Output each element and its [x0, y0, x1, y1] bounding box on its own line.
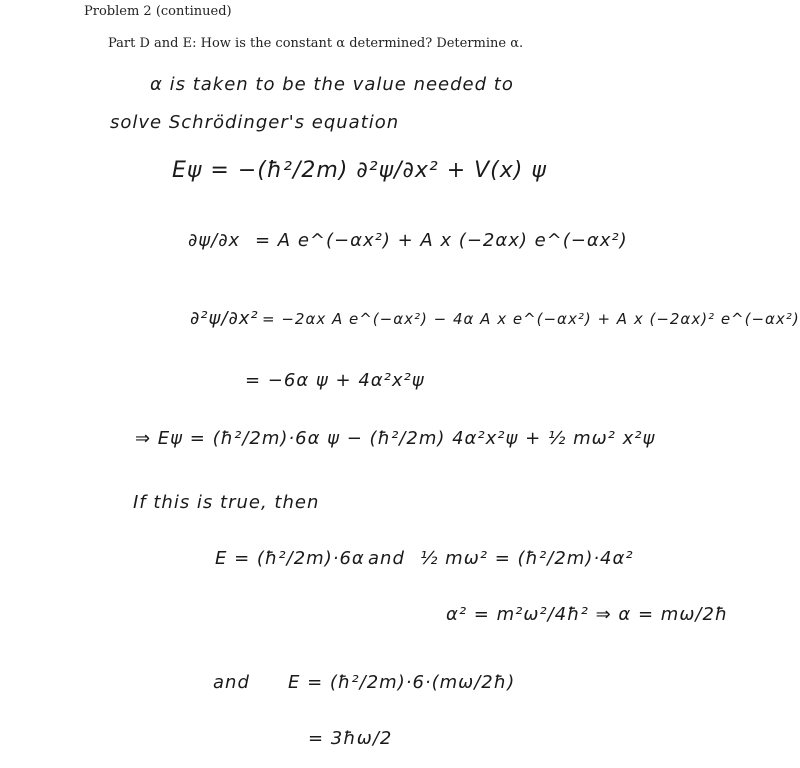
- equation-second-derivative-lhs: ∂²ψ/∂x²: [190, 308, 259, 329]
- handwritten-and-2: and: [213, 672, 250, 693]
- problem-heading: Problem 2 (continued): [84, 4, 232, 19]
- equation-energy-substitution: E = (ħ²/2m)·6·(mω/2ħ): [288, 672, 516, 693]
- equation-final-energy: = 3ħω/2: [308, 728, 393, 749]
- equation-first-derivative-rhs: = A e^(−αx²) + A x (−2αx) e^(−αx²): [255, 230, 628, 251]
- equation-energy-expansion: ⇒ Eψ = (ħ²/2m)·6α ψ − (ħ²/2m) 4α²x²ψ + ½ mω² x²ψ: [135, 428, 656, 449]
- handwritten-line-if-true: If this is true, then: [133, 492, 320, 513]
- equation-second-derivative-rhs: = −2αx A e^(−αx²) − 4α A x e^(−αx²) + A x (−2αx)² e^(−αx²): [262, 310, 800, 328]
- handwritten-line-schrodinger: solve Schrödinger's equation: [110, 112, 400, 133]
- handwritten-and-1: and: [368, 548, 405, 569]
- equation-simplified-derivative: = −6α ψ + 4α²x²ψ: [245, 370, 425, 391]
- equation-alpha-solution: α² = m²ω²/4ħ² ⇒ α = mω/2ħ: [446, 604, 729, 625]
- handwritten-line-alpha: α is taken to be the value needed to: [150, 74, 514, 95]
- equation-energy-alpha: E = (ħ²/2m)·6α: [215, 548, 365, 569]
- equation-first-derivative-lhs: ∂ψ/∂x: [188, 230, 241, 251]
- part-question: Part D and E: How is the constant α determined? Determine α.: [108, 36, 524, 51]
- equation-omega-alpha: ½ mω² = (ħ²/2m)·4α²: [420, 548, 634, 569]
- equation-schrodinger: Eψ = −(ħ²/2m) ∂²ψ/∂x² + V(x) ψ: [172, 158, 547, 183]
